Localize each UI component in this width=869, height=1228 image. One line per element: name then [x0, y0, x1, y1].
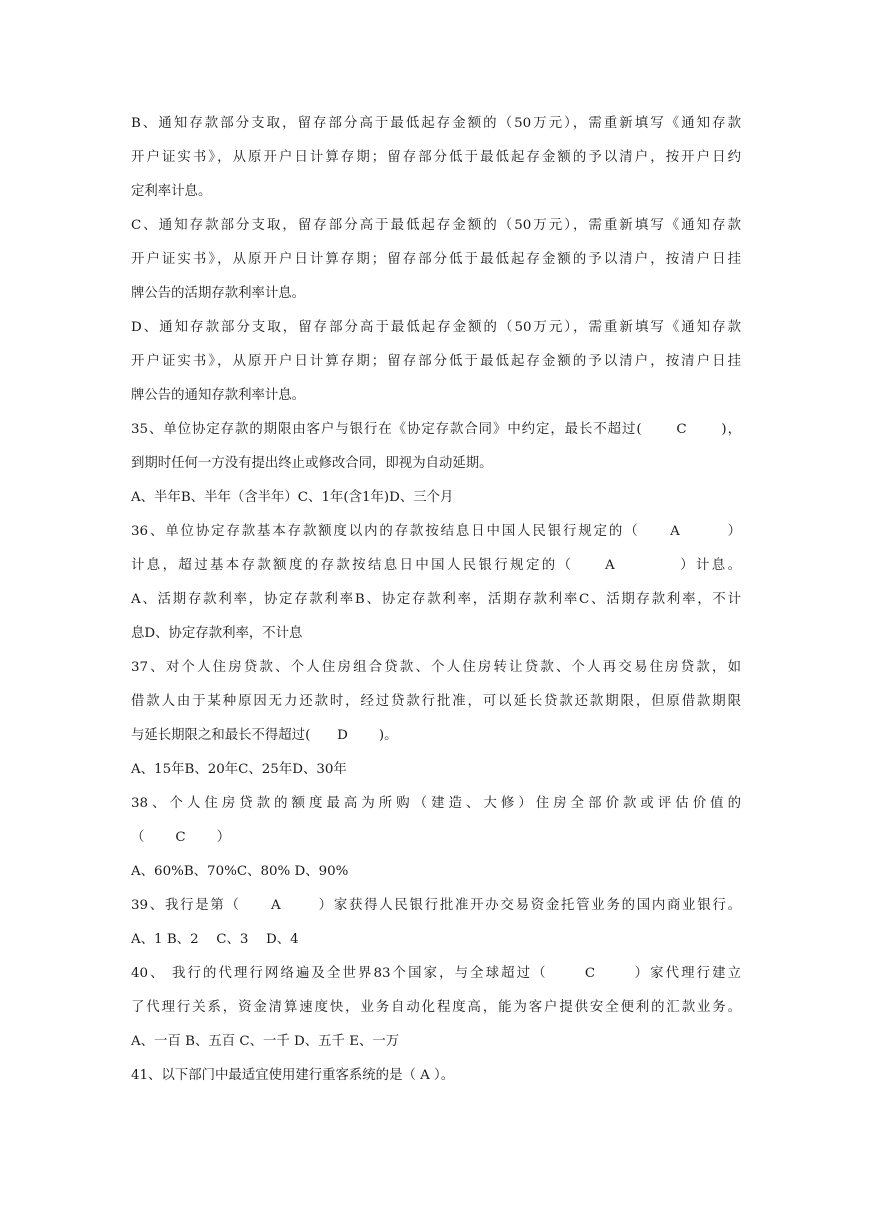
text-line: 定利率计息。 [131, 184, 212, 199]
text-line: A、60%B、70%C、80% D、90% [131, 864, 349, 879]
text-line: 41、以下部门中最适宜使用建行重客系统的是（ A ）。 [131, 1068, 455, 1083]
text-line: C、通知存款部分支取，留存部分高于最低起存金额的（50万元），需重新填写《通知存款 [131, 218, 741, 233]
text-line: 38、个人住房贷款的额度最高为所购（建造、大修）住房全部价款或评估价值的 [131, 796, 741, 811]
text-line: 37、对个人住房贷款、个人住房组合贷款、个人住房转让贷款、个人再交易住房贷款，如 [131, 660, 741, 675]
text-line: 牌公告的通知存款利率计息。 [131, 388, 306, 403]
text-line: 计息，超过基本存款额度的存款按结息日中国人民银行规定的（ A ）计息。 [131, 558, 741, 573]
text-line: 息D、协定存款利率，不计息 [131, 626, 303, 641]
text-line: 了代理行关系，资金清算速度快，业务自动化程度高，能为客户提供安全便利的汇款业务。 [131, 1000, 741, 1015]
text-line: B、通知存款部分支取，留存部分高于最低起存金额的（50万元），需重新填写《通知存款 [131, 116, 741, 131]
text-line: 到期时任何一方没有提出终止或修改合同，即视为自动延期。 [131, 456, 493, 471]
text-line: A、15年B、20年C、25年D、30年 [131, 762, 347, 777]
text-line: 开户证实书》，从原开户日计算存期；留存部分低于最低起存金额的予以清户，按清户日挂 [131, 252, 741, 267]
text-line: 牌公告的活期存款利率计息。 [131, 286, 306, 301]
text-line: 开户证实书》，从原开户日计算存期；留存部分低于最低起存金额的予以清户，按开户日约 [131, 150, 741, 165]
document-body [131, 107, 741, 1093]
text-line: A、1 B、2 C、3 D、4 [131, 932, 299, 947]
text-line: A、半年B、半年（含半年）C、1年(含1年)D、三个月 [131, 490, 454, 505]
text-line: A、一百 B、五百 C、一千 D、五千 E、一万 [131, 1034, 400, 1049]
text-line: 与延长期限之和最长不得超过( D )。 [131, 728, 398, 743]
text-line: （ C ） [131, 830, 231, 845]
text-line: 36、单位协定存款基本存款额度以内的存款按结息日中国人民银行规定的（ A ） [131, 524, 741, 539]
text-line: D、通知存款部分支取，留存部分高于最低起存金额的（50万元），需重新填写《通知存款 [131, 320, 741, 335]
text-line: 借款人由于某种原因无力还款时，经过贷款行批准，可以延长贷款还款期限，但原借款期限 [131, 694, 741, 709]
text-line: 开户证实书》，从原开户日计算存期；留存部分低于最低起存金额的予以清户，按清户日挂 [131, 354, 741, 369]
text-line: 39、我行是第（ A ）家获得人民银行批准开办交易资金托管业务的国内商业银行。 [131, 898, 741, 913]
text-line: 35、单位协定存款的期限由客户与银行在《协定存款合同》中约定，最长不超过( C )， [131, 422, 741, 437]
text-line: A、活期存款利率，协定存款利率B、协定存款利率，活期存款利率C、活期存款利率，不计 [131, 592, 741, 607]
text-line: 40、 我行的代理行网络遍及全世界83个国家，与全球超过（ C ）家代理行建立 [131, 966, 741, 981]
